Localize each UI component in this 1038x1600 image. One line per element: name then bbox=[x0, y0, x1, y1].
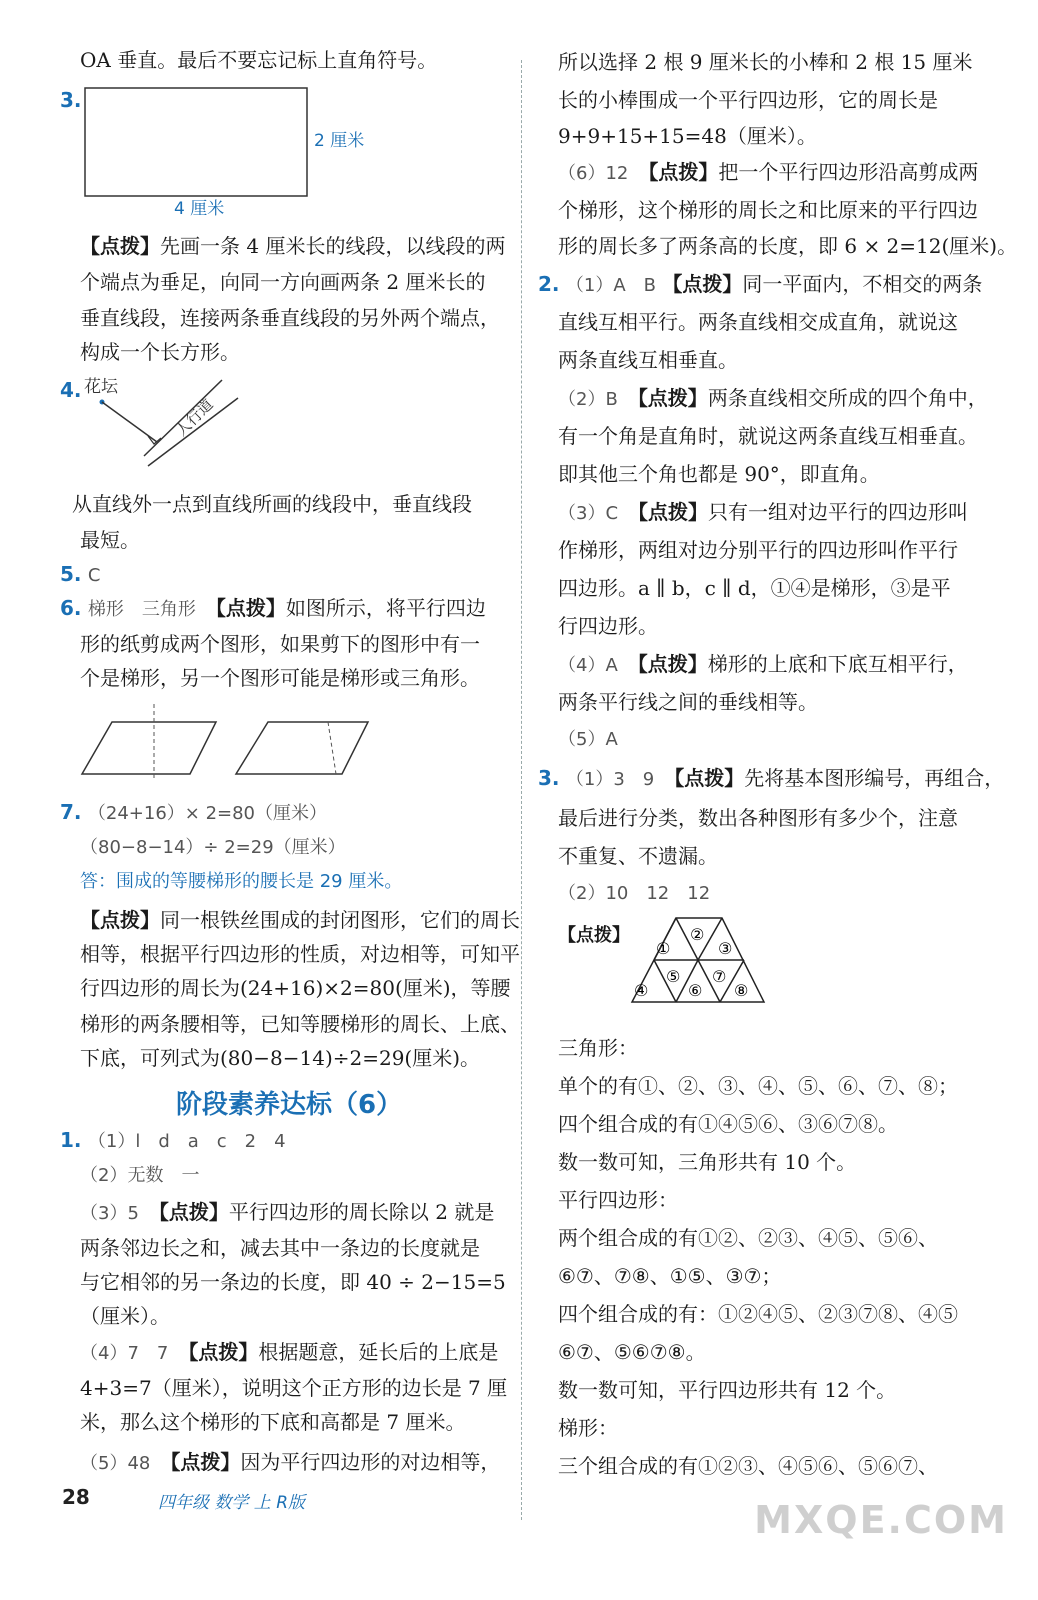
tip-line: 直线互相平行。两条直线相交成直角，就说这 bbox=[558, 310, 958, 334]
s1-a3: （3）5 【点拨】平行四边形的周长除以 2 就是 bbox=[80, 1200, 495, 1224]
answer-line: 答：围成的等腰梯形的腰长是 29 厘米。 bbox=[80, 871, 403, 892]
tip-line: 两条平行线之间的垂线相等。 bbox=[558, 690, 818, 714]
tip-line: 最后进行分类，数出各种图形有多少个，注意 bbox=[558, 806, 958, 830]
text-line: 个是梯形，另一个图形可能是梯形或三角形。 bbox=[80, 666, 480, 690]
q2-a1: 2. （1）A B 【点拨】同一平面内，不相交的两条 bbox=[538, 272, 983, 296]
tip-line: 两条直线互相垂直。 bbox=[558, 348, 738, 372]
region-label: ② bbox=[690, 925, 705, 944]
book-title: 四年级 数学 上 R版 bbox=[158, 1493, 306, 1513]
tip-tag: 【点拨】 bbox=[80, 234, 160, 258]
region-label: ③ bbox=[718, 939, 733, 958]
width-label: 4 厘米 bbox=[174, 199, 225, 219]
question-number: 4. bbox=[60, 378, 82, 402]
tip-line: 下底，可列式为(80−8−14)÷2=29(厘米)。 bbox=[80, 1046, 481, 1070]
road-label: 人行道 bbox=[172, 395, 217, 440]
tip-line: 个梯形，这个梯形的周长之和比原来的平行四边 bbox=[558, 198, 978, 222]
road-figure bbox=[82, 370, 282, 480]
triangle-grid-figure bbox=[624, 914, 774, 1010]
tip-line: 【点拨】先画一条 4 厘米长的线段，以线段的两 bbox=[80, 234, 506, 258]
tip-line: 即其他三个角也都是 90°，即直角。 bbox=[558, 462, 880, 486]
s1-a4: （4）7 7 【点拨】根据题意，延长后的上底是 bbox=[80, 1340, 499, 1364]
text-line: 单个的有①、②、③、④、⑤、⑥、⑦、⑧； bbox=[558, 1074, 958, 1098]
text-line: 9+9+15+15=48（厘米）。 bbox=[558, 124, 817, 148]
text-line: 四个组合成的有①④⑤⑥、③⑥⑦⑧。 bbox=[558, 1112, 898, 1136]
q2-a3: （3）C 【点拨】只有一组对边平行的四边形叫 bbox=[558, 500, 969, 524]
text-line: 梯形： bbox=[558, 1416, 618, 1440]
text-line: 三角形： bbox=[558, 1036, 638, 1060]
tip-line: 形的周长多了两条高的长度，即 6 × 2=12(厘米)。 bbox=[558, 234, 1018, 258]
tip-line: 不重复、不遗漏。 bbox=[558, 844, 718, 868]
q3-a2: （2）10 12 12 bbox=[558, 883, 711, 904]
parallelogram-figure bbox=[78, 700, 408, 780]
text-line: ⑥⑦、⑦⑧、①⑤、③⑦； bbox=[558, 1264, 782, 1288]
text-line: 长的小棒围成一个平行四边形，它的周长是 bbox=[558, 88, 938, 112]
tip-line: 四边形。a ∥ b，c ∥ d，①④是梯形，③是平 bbox=[558, 576, 951, 600]
q2-a2: （2）B 【点拨】两条直线相交所成的四个角中， bbox=[558, 386, 988, 410]
height-label: 2 厘米 bbox=[314, 131, 365, 151]
tip-line: 有一个角是直角时，就说这两条直线互相垂直。 bbox=[558, 424, 978, 448]
column-divider bbox=[521, 60, 522, 1520]
parallelogram-2 bbox=[236, 722, 368, 774]
s1-a5: （5）48 【点拨】因为平行四边形的对边相等， bbox=[80, 1450, 501, 1474]
region-label: ⑦ bbox=[712, 967, 727, 986]
tip-tag: 【点拨】 bbox=[558, 925, 630, 946]
page-number: 28 bbox=[62, 1485, 90, 1509]
tip-line: 梯形的两条腰相等，已知等腰梯形的周长、上底、 bbox=[80, 1012, 520, 1036]
tip-line: 个端点为垂足，向同一方向画两条 2 厘米长的 bbox=[80, 270, 486, 294]
tip-line: 【点拨】同一根铁丝围成的封闭图形，它们的周长 bbox=[80, 908, 520, 932]
tip-line: 米，那么这个梯形的下底和高都是 7 厘米。 bbox=[80, 1410, 466, 1434]
text-line: 平行四边形： bbox=[558, 1188, 678, 1212]
region-label: ④ bbox=[634, 981, 649, 1000]
text-line: 数一数可知，平行四边形共有 12 个。 bbox=[558, 1378, 897, 1402]
q2-a5: （5）A bbox=[558, 729, 618, 750]
answer-line: （80−8−14）÷ 2=29（厘米） bbox=[80, 837, 346, 858]
text-line: 所以选择 2 根 9 厘米长的小棒和 2 根 15 厘米 bbox=[558, 50, 973, 74]
tip-line: 行四边形。 bbox=[558, 614, 658, 638]
text-line: ⑥⑦、⑤⑥⑦⑧。 bbox=[558, 1340, 706, 1364]
tip-line: 构成一个长方形。 bbox=[80, 340, 240, 364]
parallelogram-1 bbox=[82, 722, 216, 774]
region-label: ⑧ bbox=[734, 981, 749, 1000]
text-line: 最短。 bbox=[80, 528, 140, 552]
region-label: ⑥ bbox=[688, 981, 703, 1000]
tip-line: 与它相邻的另一条边的长度，即 40 ÷ 2−15=5 bbox=[80, 1270, 506, 1294]
question-6: 6. 梯形 三角形 【点拨】如图所示，将平行四边 bbox=[60, 596, 486, 620]
text-line: 形的纸剪成两个图形，如果剪下的图形中有一 bbox=[80, 632, 480, 656]
tip-line: 行四边形的周长为(24+16)×2=80(厘米)，等腰 bbox=[80, 976, 511, 1000]
question-5: 5. C bbox=[60, 562, 101, 586]
cut-line bbox=[328, 722, 336, 774]
tip-line: （厘米）。 bbox=[80, 1304, 170, 1328]
tip-line: 两条邻边长之和，减去其中一条边的长度就是 bbox=[80, 1236, 480, 1260]
region-label: ① bbox=[656, 939, 671, 958]
text-line: OA 垂直。最后不要忘记标上直角符号。 bbox=[80, 48, 438, 72]
text-line: 三个组合成的有①②③、④⑤⑥、⑤⑥⑦、 bbox=[558, 1454, 938, 1478]
tip-line: 4+3=7（厘米），说明这个正方形的边长是 7 厘 bbox=[80, 1376, 508, 1400]
tip-line: 相等，根据平行四边形的性质，对边相等，可知平 bbox=[80, 942, 520, 966]
s1-a1: 1. （1）l d a c 2 4 bbox=[60, 1128, 286, 1152]
text-line: 数一数可知，三角形共有 10 个。 bbox=[558, 1150, 857, 1174]
rectangle bbox=[85, 88, 307, 196]
tip-line: 作梯形，两组对边分别平行的四边形叫作平行 bbox=[558, 538, 958, 562]
s1-a2: （2）无数 一 bbox=[80, 1165, 200, 1186]
question-number: 3. bbox=[60, 88, 82, 112]
text-line: 两个组合成的有①②、②③、④⑤、⑤⑥、 bbox=[558, 1226, 938, 1250]
flower-bed-label: 花坛 bbox=[84, 377, 118, 397]
text-line: 从直线外一点到直线所画的线段中，垂直线段 bbox=[72, 492, 472, 516]
a6-line: （6）12 【点拨】把一个平行四边形沿高剪成两 bbox=[558, 160, 979, 184]
tip-line: 垂直线段，连接两条垂直线段的另外两个端点， bbox=[80, 306, 500, 330]
watermark-logo: MXQE.COM bbox=[754, 1498, 1008, 1542]
rectangle-figure bbox=[84, 84, 384, 224]
q2-a4: （4）A 【点拨】梯形的上底和下底互相平行， bbox=[558, 652, 968, 676]
text-line: 四个组合成的有：①②④⑤、②③⑦⑧、④⑤ bbox=[558, 1302, 958, 1326]
region-label: ⑤ bbox=[666, 967, 681, 986]
q3-a1: 3. （1）3 9 【点拨】先将基本图形编号，再组合， bbox=[538, 766, 1005, 790]
section-title: 阶段素养达标（6） bbox=[176, 1090, 403, 1120]
question-7: 7. （24+16）× 2=80（厘米） bbox=[60, 800, 328, 824]
